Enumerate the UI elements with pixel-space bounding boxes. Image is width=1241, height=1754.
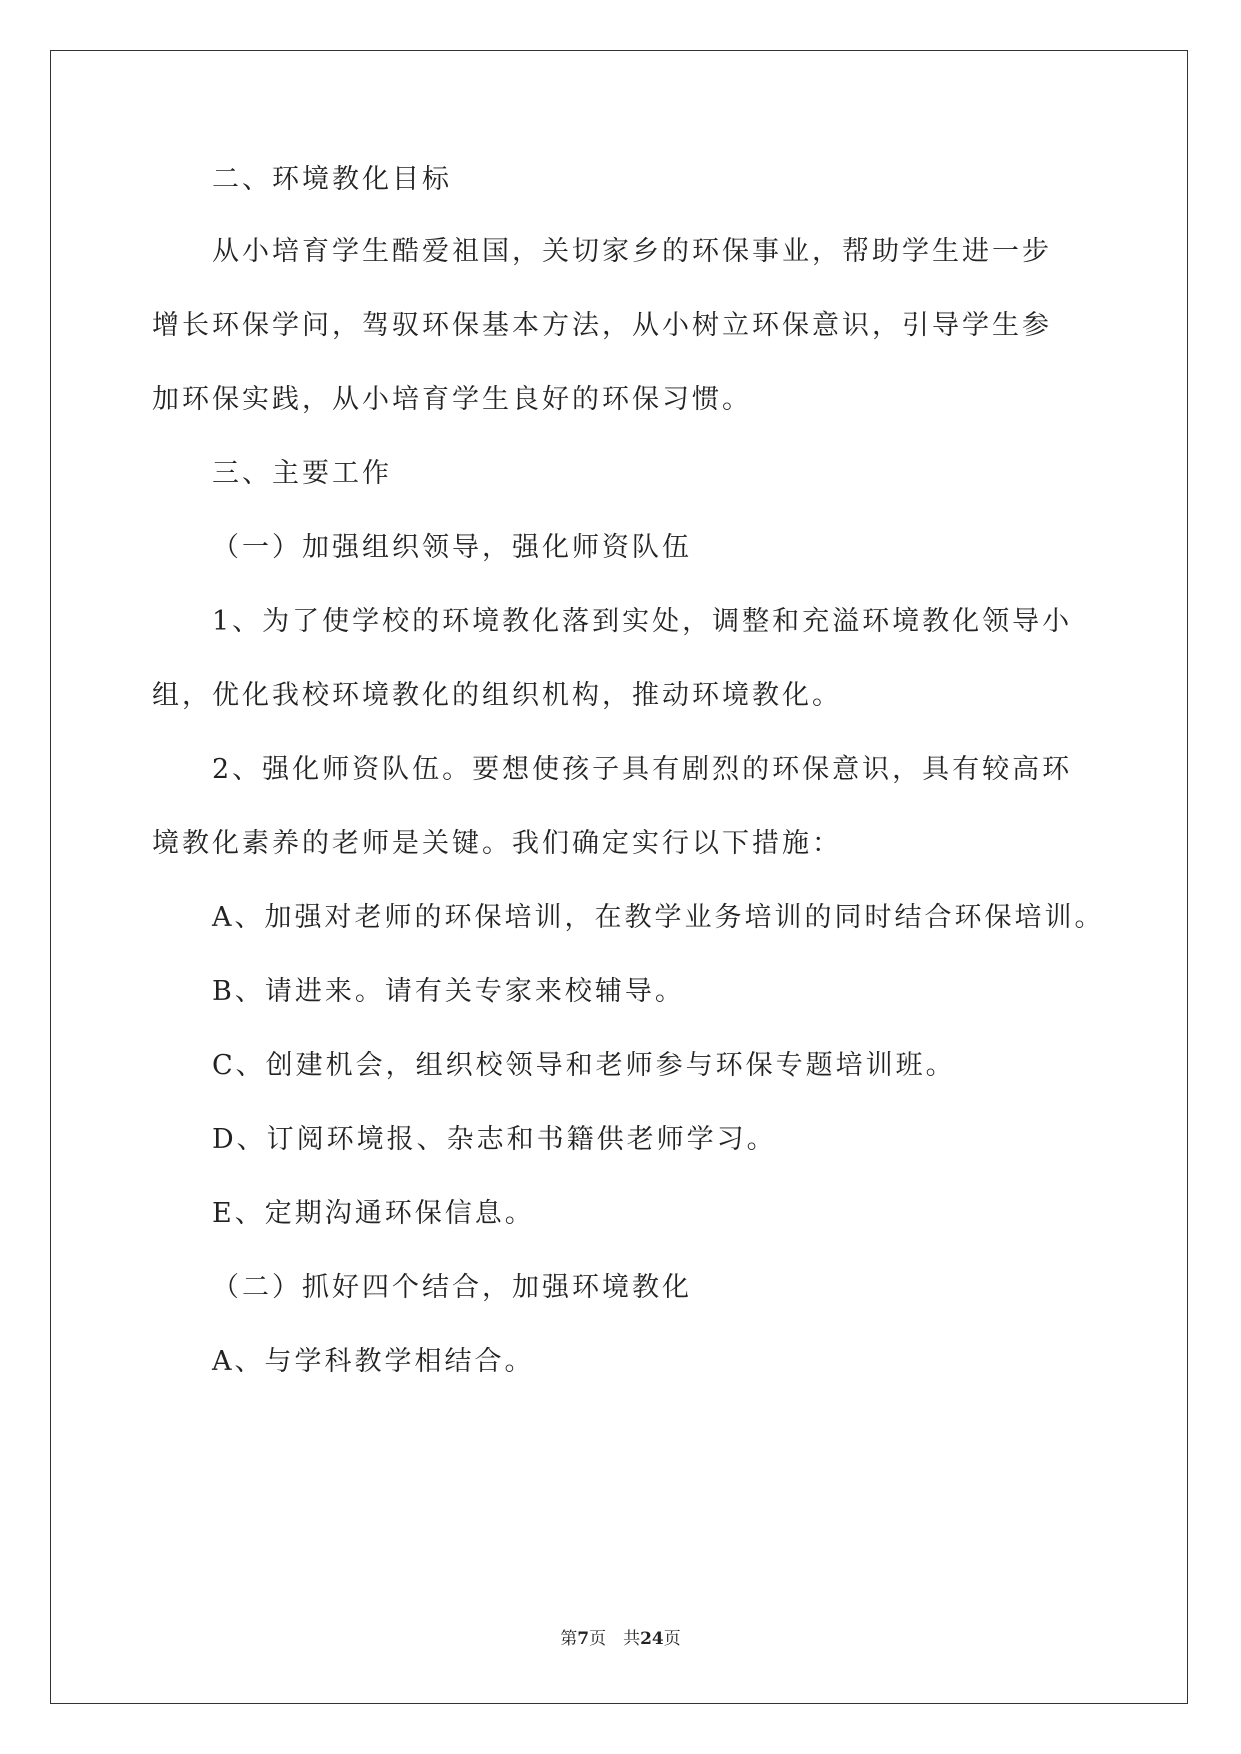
total-pages-number: 24 <box>640 1629 664 1649</box>
list-item-d: D、订阅环境报、杂志和书籍供老师学习。 <box>212 1124 777 1155</box>
section-heading-goals: 二、环境教化目标 <box>212 164 452 195</box>
list-item-e: E、定期沟通环保信息。 <box>212 1198 535 1229</box>
list-item-b: B、请进来。请有关专家来校辅导。 <box>212 976 685 1007</box>
subsection-heading-two: （二）抓好四个结合，加强环境教化 <box>212 1272 692 1303</box>
subsection-heading-one: （一）加强组织领导，强化师资队伍 <box>212 532 692 563</box>
page-footer <box>0 1624 1241 1649</box>
paragraph-line: 1、为了使学校的环境教化落到实处，调整和充溢环境教化领导小 <box>212 606 1073 637</box>
paragraph-line: 2、强化师资队伍。要想使孩子具有剧烈的环保意识，具有较高环 <box>212 754 1073 785</box>
current-page-number: 7 <box>577 1629 590 1649</box>
paragraph-line: 增长环保学问，驾驭环保基本方法，从小树立环保意识，引导学生参 <box>152 310 1052 341</box>
paragraph-line: 加环保实践，从小培育学生良好的环保习惯。 <box>152 384 752 415</box>
section-heading-work: 三、主要工作 <box>212 458 392 489</box>
list-item-a-second: A、与学科教学相结合。 <box>212 1346 535 1377</box>
page-border <box>50 50 1188 1704</box>
footer-prefix: 第 <box>560 1629 578 1649</box>
list-item-a: A、加强对老师的环保培训，在教学业务培训的同时结合环保培训。 <box>212 902 1105 933</box>
footer-suffix: 页 <box>663 1629 681 1649</box>
footer-mid: 页 共 <box>589 1629 641 1649</box>
paragraph-line: 从小培育学生酷爱祖国，关切家乡的环保事业，帮助学生进一步 <box>212 236 1052 267</box>
list-item-c: C、创建机会，组织校领导和老师参与环保专题培训班。 <box>212 1050 956 1081</box>
paragraph-line: 组，优化我校环境教化的组织机构，推动环境教化。 <box>152 680 842 711</box>
paragraph-line: 境教化素养的老师是关键。我们确定实行以下措施： <box>152 828 842 859</box>
